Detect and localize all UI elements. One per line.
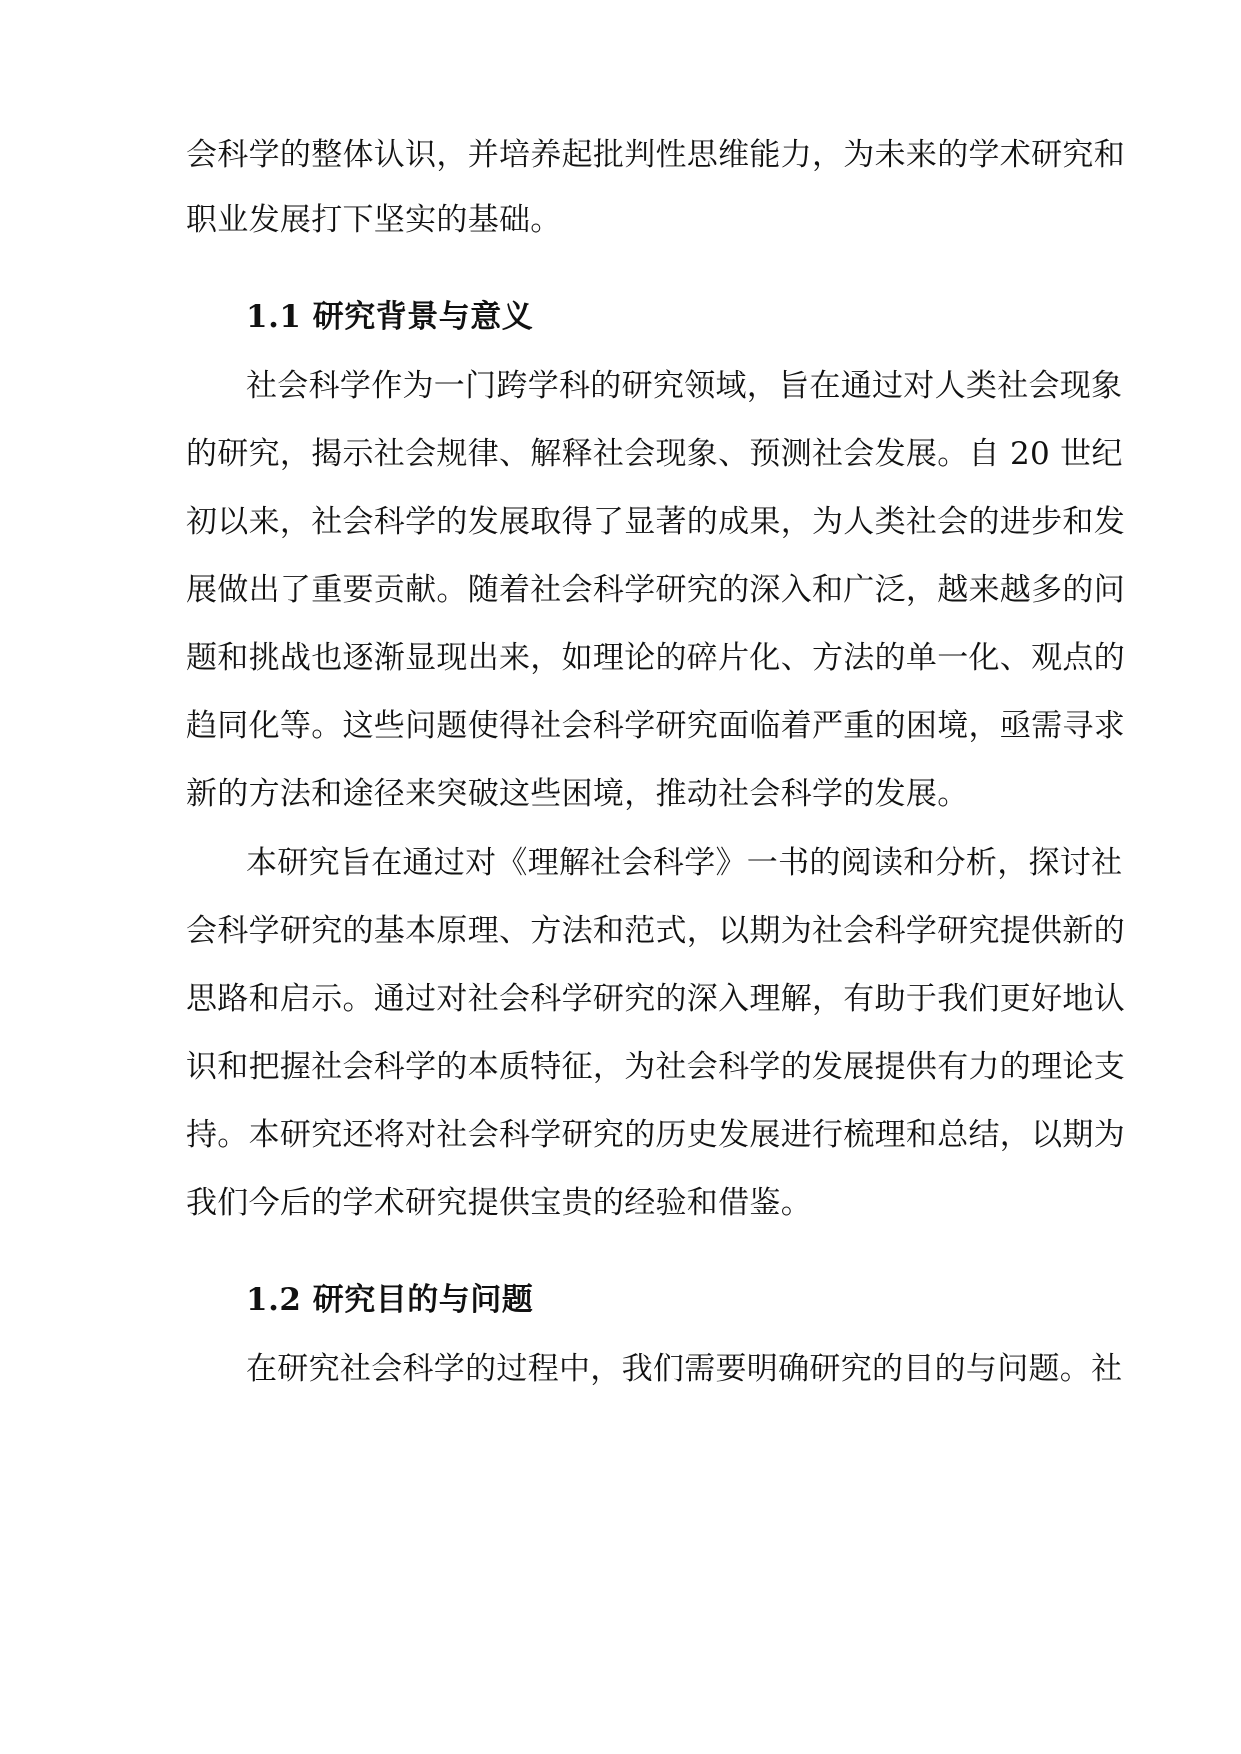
paragraph-line: 会科学研究的基本原理、方法和范式，以期为社会科学研究提供新的 <box>186 913 1125 949</box>
section-heading-1-1: 1.1 研究背景与意义 <box>246 299 534 335</box>
paragraph-line: 持。本研究还将对社会科学研究的历史发展进行梳理和总结，以期为 <box>186 1117 1125 1153</box>
paragraph-line: 职业发展打下坚实的基础。 <box>186 202 562 238</box>
paragraph-line: 的研究，揭示社会规律、解释社会现象、预测社会发展。自 20 世纪 <box>186 436 1123 472</box>
paragraph-line: 展做出了重要贡献。随着社会科学研究的深入和广泛，越来越多的问 <box>186 572 1125 608</box>
paragraph-line: 在研究社会科学的过程中，我们需要明确研究的目的与问题。社 <box>246 1351 1123 1387</box>
paragraph-line: 本研究旨在通过对《理解社会科学》一书的阅读和分析，探讨社 <box>246 845 1123 881</box>
paragraph-line: 初以来，社会科学的发展取得了显著的成果，为人类社会的进步和发 <box>186 504 1125 540</box>
paragraph-line: 我们今后的学术研究提供宝贵的经验和借鉴。 <box>186 1185 812 1221</box>
section-heading-1-2: 1.2 研究目的与问题 <box>246 1282 534 1318</box>
paragraph-line: 识和把握社会科学的本质特征，为社会科学的发展提供有力的理论支 <box>186 1049 1125 1085</box>
paragraph-line: 题和挑战也逐渐显现出来，如理论的碎片化、方法的单一化、观点的 <box>186 640 1125 676</box>
paragraph-line: 新的方法和途径来突破这些困境，推动社会科学的发展。 <box>186 776 969 812</box>
paragraph-line: 思路和启示。通过对社会科学研究的深入理解，有助于我们更好地认 <box>186 981 1125 1017</box>
paragraph-line: 社会科学作为一门跨学科的研究领域，旨在通过对人类社会现象 <box>246 368 1123 404</box>
paragraph-line: 会科学的整体认识，并培养起批判性思维能力，为未来的学术研究和 <box>186 137 1125 173</box>
paragraph-line: 趋同化等。这些问题使得社会科学研究面临着严重的困境，亟需寻求 <box>186 708 1125 744</box>
